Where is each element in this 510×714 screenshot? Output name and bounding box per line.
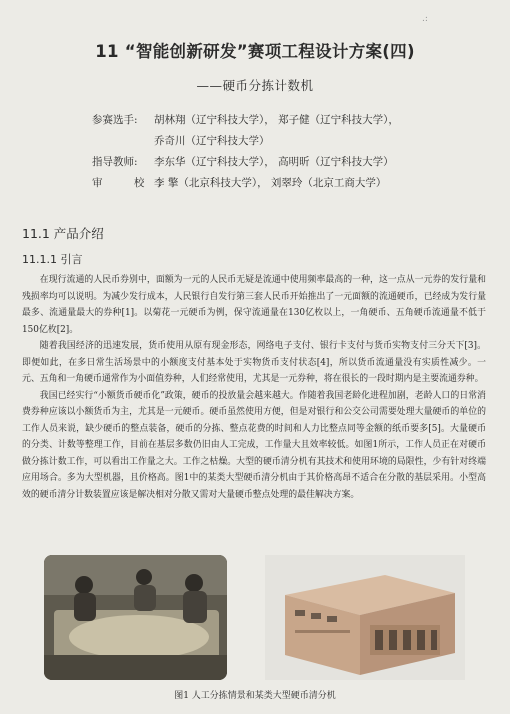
section-heading: 11.1 产品介绍 [22, 226, 104, 241]
reviewers-row [92, 173, 399, 194]
reviewers-names: 李 擎（北京科技大学）， 刘翠玲（北京工商大学） [154, 177, 387, 189]
chapter-subtitle: ——硬币分拣计数机 [196, 78, 314, 93]
author-block [92, 110, 399, 194]
subsection-heading: 11.1.1 引言 [22, 253, 83, 266]
coin-sorter-machine-photo [265, 555, 465, 680]
contestants-row [92, 110, 399, 131]
manual-sorting-photo [44, 555, 227, 680]
contestants-names: 胡林翔（辽宁科技大学）， 郑子健（辽宁科技大学）， [154, 114, 399, 126]
coin-sorter-illustration [265, 555, 465, 680]
manual-sorting-illustration [44, 555, 227, 680]
chapter-title: 11 “智能创新研发”赛项工程设计方案(四) [95, 42, 415, 61]
reviewers-label: 审 校: [92, 177, 176, 189]
body-text [22, 272, 486, 503]
contestants-label: 参赛选手: [92, 114, 138, 126]
advisors-row [92, 152, 399, 173]
contestants-names-2: 乔奇川（辽宁科技大学） [154, 135, 270, 147]
paragraph: 我国已经实行“小额货币硬币化”政策，硬币的投放量会越来越大。作随着我国老龄化进程加剧，老龄人口的日常消费券种应该以小额货币为主，尤其是一元硬币。硬币虽然使用方便，但是对银行和公交公司需要处理大量硬币的单位的工作人员来说，缺少硬币的整点装备，硬币的分拣、整点花费的时间和人力比整点同等金额的纸币要多[5]。大量硬币的分类、计数等整理工作，目前在基层多数仍旧由人工完成，工作量大且效率较低。如图1所示，工作人员正在对硬币做分拣计数工作，可以看出工作量之大。工作之枯燥。大型的硬币清分机有其技术和使用环境的局限性，少有针对终端应用场合。多为大型机器，且价格高。图1中的某类大型硬币清分机由于其价格高昂不适合在分散的基层采用。小型高效的硬币清分计数装置应该是解决相对分散又需对大量硬币整点处理的最佳解决方案。 [22, 390, 486, 500]
paragraph: 随着我国经济的迅速发展，货币使用从原有现金形态，网络电子支付、银行卡支付与货币实物支付三分天下[3]。即便如此，在多日常生活场景中的小额度支付基本处于实物货币支付状态[4]，所以货币流通量没有实质性减少。一元、五角和一角硬币通常作为小面值券种，人们经常使用，尤其是一元券种，将在很长的一段时期内是主要流通券种。 [22, 341, 486, 384]
figure-caption: 图1 人工分拣情景和某类大型硬币清分机 [174, 691, 336, 701]
margin-mark: .: [422, 14, 428, 24]
advisors-names: 李东华（辽宁科技大学）， 高明昕（辽宁科技大学） [154, 156, 394, 168]
advisors-label: 指导教师: [92, 156, 138, 168]
contestants-row-2 [92, 131, 399, 152]
paragraph: 在现行流通的人民币券别中，面额为一元的人民币无疑是流通中使用频率最高的一种，这一点从一元券的发行量和残损率均可以说明。为减少发行成本，人民银行自发行第三套人民币开始推出了一元面额的流通硬币，已经成为发行量最多、流通量最大的券种[1]。以菊花一元硬币为例，保守流通量在130亿枚以上，一角硬币、五角硬币流通量不低于150亿枚[2]。 [22, 275, 486, 335]
